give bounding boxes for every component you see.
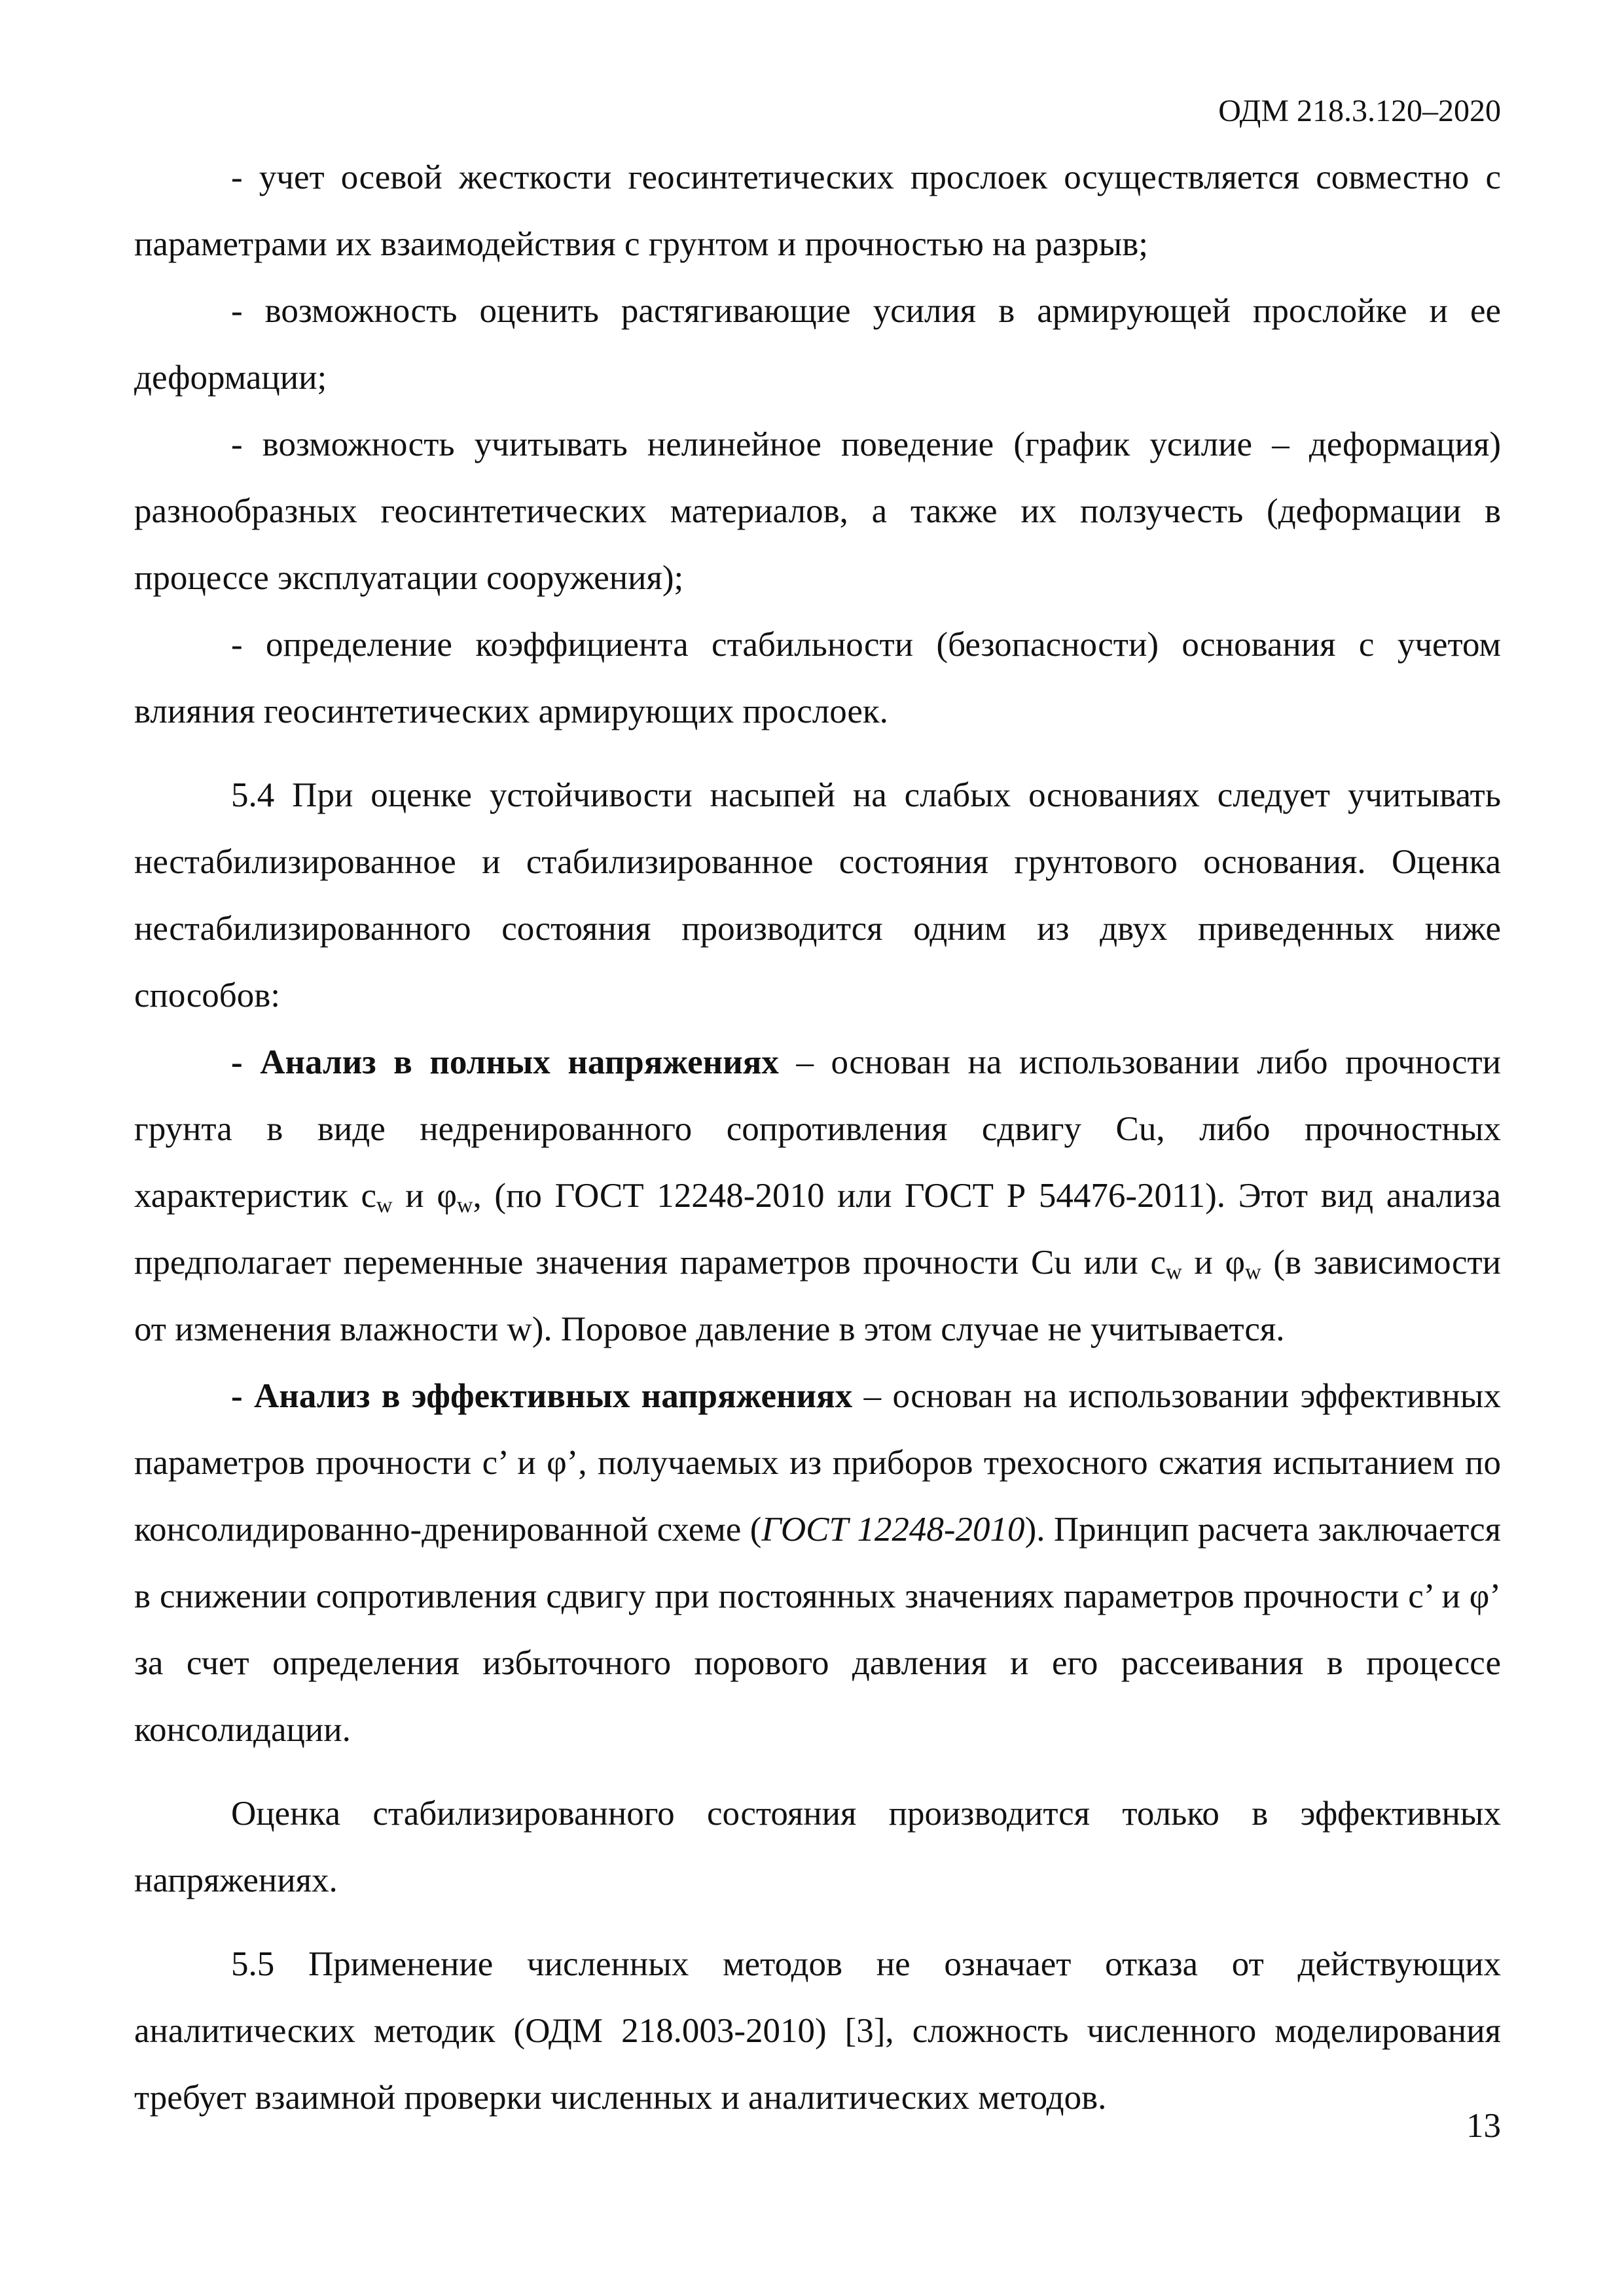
gost-reference: ГОСТ 12248-2010 <box>761 1511 1025 1549</box>
total-stress-analysis-title: - Анализ в полных напряжениях <box>231 1043 779 1081</box>
clause-5-4: 5.4 При оценке устойчивости насыпей на слабых основаниях следует учитывать нестабилизированное и стабилизированное состояния грунтового основания. Оценка нестабилизированного состояния производится одним из двух приведенных ниже способов: <box>134 776 1501 1014</box>
page-number: 13 <box>1466 2107 1501 2145</box>
effective-stress-analysis-paragraph: - Анализ в эффективных напряжениях – основан на использовании эффективных параметров прочности c’ и φ’, получаемых из приборов трехосного сжатия испытанием по консолидированно-дренированной схеме (ГОСТ 12248-2010). Принцип расчета заключается в снижении сопротивления сдвигу при постоянных значениях параметров прочности c’ и φ’ за счет определения избыточного порового давления и его рассеивания в процессе консолидации. <box>134 1377 1502 1749</box>
bullet-tensile-forces: - возможность оценить растягивающие усилия в армирующей прослойке и ее деформации; <box>134 292 1501 397</box>
bullet-stability-coefficient: - определение коэффициента стабильности (безопасности) основания с учетом влияния геосинтетических армирующих прослоек. <box>134 626 1501 730</box>
stabilized-state-paragraph: Оценка стабилизированного состояния производится только в эффективных напряжениях. <box>134 1795 1501 1899</box>
body-text <box>134 144 1501 2131</box>
effective-stress-analysis-title: - Анализ в эффективных напряжениях <box>231 1377 853 1415</box>
total-stress-analysis-paragraph: - Анализ в полных напряжениях – основан на использовании либо прочности грунта в виде недренированного сопротивления сдвигу Cu, либо прочностных характеристик $c_w$ и $\varphi_w$, (по ГОСТ 12248-2010 или ГОСТ Р 54476-2011). Этот вид анализа предполагает переменные значения параметров прочности Cu или $c_w$ и $\varphi_w$ (в зависимости от изменения влажности w). Поровое давление в этом случае не учитывается. <box>134 1043 1502 1348</box>
clause-5-5: 5.5 Применение численных методов не означает отказа от действующих аналитических методик (ОДМ 218.003-2010) [3], сложность численного моделирования требует взаимной проверки численных и аналитических методов. <box>134 1945 1501 2117</box>
document-code-header: ОДМ 218.3.120–2020 <box>1218 94 1501 128</box>
bullet-axial-stiffness: - учет осевой жесткости геосинтетических прослоек осуществляется совместно с параметрами их взаимодействия с грунтом и прочностью на разрыв; <box>134 158 1501 263</box>
bullet-nonlinear-behavior: - возможность учитывать нелинейное поведение (график усилие – деформация) разнообразных геосинтетических материалов, а также их ползучесть (деформации в процессе эксплуатации сооружения); <box>134 425 1501 597</box>
